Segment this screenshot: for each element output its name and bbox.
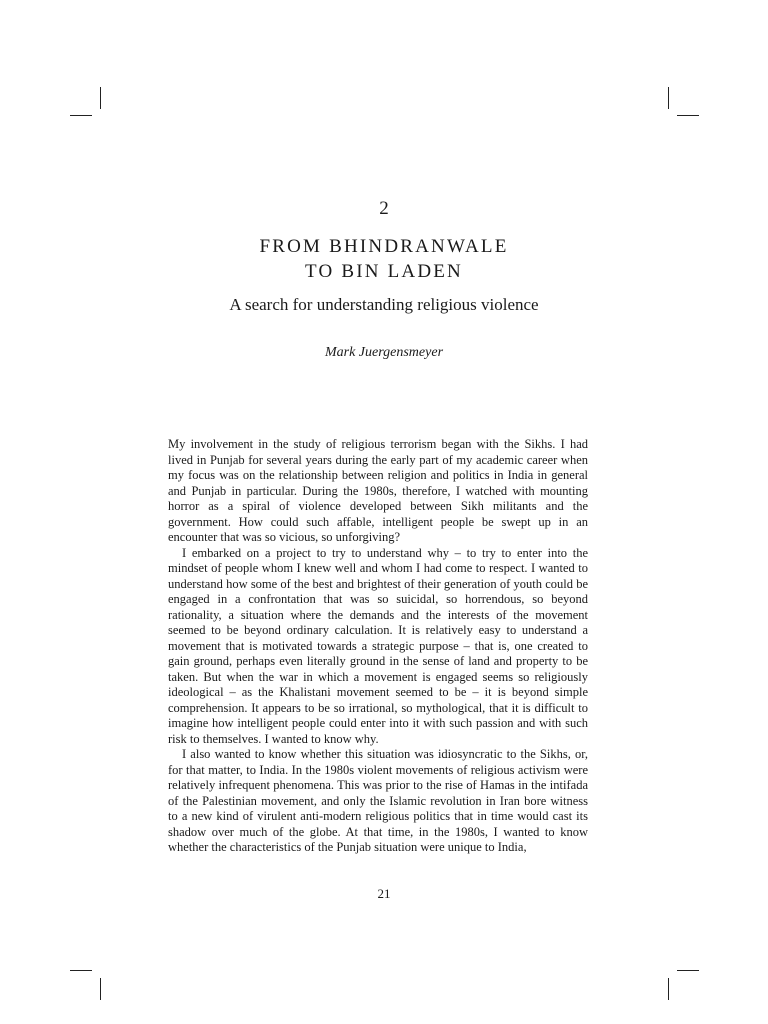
crop-mark-top-left-vertical: [100, 87, 101, 109]
crop-mark-bottom-left-vertical: [100, 978, 101, 1000]
chapter-subtitle: A search for understanding religious violence: [229, 295, 539, 314]
crop-mark-bottom-right-vertical: [668, 978, 669, 1000]
chapter-title-line-2: TO BIN LADEN: [305, 261, 463, 282]
crop-mark-bottom-left-horizontal: [70, 970, 92, 971]
crop-mark-top-left-horizontal: [70, 115, 92, 116]
crop-mark-top-right-vertical: [668, 87, 669, 109]
body-text: [168, 437, 588, 856]
crop-mark-bottom-right-horizontal: [677, 970, 699, 971]
author-name: Mark Juergensmeyer: [324, 345, 444, 360]
paragraph-1: My involvement in the study of religious terrorism began with the Sikhs. I had lived in Punjab for several years during the early part of my academic career when my focus was on the relationship between religion and politics in India in general and Punjab in particular. During the 1980s, therefore, I watched with mounting horror as a spiral of violence developed between Sikh militants and the government. How could such affable, intelligent people be swept up in an encounter that was so vicious, so unforgiving?: [168, 437, 588, 544]
chapter-title: [0, 234, 768, 284]
chapter-number: 2: [379, 198, 389, 219]
crop-mark-top-right-horizontal: [677, 115, 699, 116]
paragraph-3: I also wanted to know whether this situation was idiosyncratic to the Sikhs, or, for that matter, to India. In the 1980s violent movements of religious activism were relatively infrequent phenomena. This was prior to the rise of Hamas in the intifada of the Palestinian movement, and only the Islamic revolution in Iran bore witness to a new kind of virulent anti-modern religious politics that in time would cast its shadow over much of the globe. At that time, in the 1980s, I wanted to know whether the characteristics of the Punjab situation were unique to India,: [168, 747, 588, 854]
paragraph-2: I embarked on a project to try to understand why – to try to enter into the mindset of people whom I knew well and whom I had come to respect. I wanted to understand how some of the best and brightest of their generation of youth could be engaged in a confrontation that was so suicidal, so horrendous, so beyond rationality, a situation where the demands and the interests of the movement seemed to be beyond ordinary calculation. It is relatively easy to understand a movement that is motivated towards a strategic purpose – that is, one created to gain ground, perhaps even literally ground in the sense of land and property to be taken. But when the war in which a movement is engaged seems so religiously ideological – as the Khalistani movement seemed to be – it is beyond simple comprehension. It appears to be so irrational, so mythological, that it is difficult to imagine how intelligent people could enter into it with such passion and with such risk to themselves. I wanted to know why.: [168, 545, 588, 746]
chapter-title-line-1: FROM BHINDRANWALE: [259, 236, 509, 257]
page-number: 21: [377, 886, 391, 901]
